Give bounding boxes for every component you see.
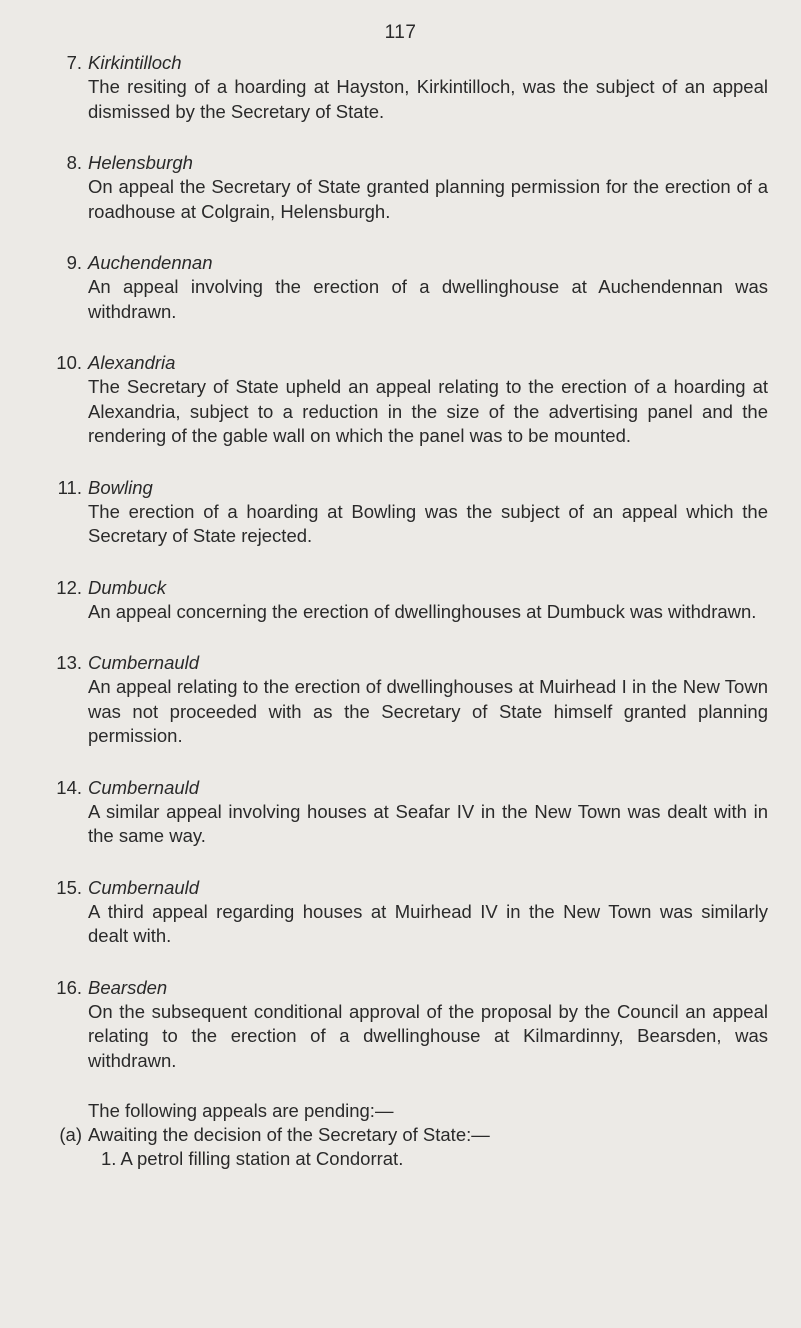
- entry-number: 8.: [66, 152, 82, 173]
- appeal-entry: [48, 250, 768, 324]
- entry-location-heading: Bowling: [88, 476, 153, 498]
- appeal-entry: [48, 150, 768, 224]
- pending-group-label: (a): [59, 1124, 82, 1145]
- entry-text: On the subsequent conditional approval of the proposal by the Council an appeal relating to the erection of a dwellinghouse at Kilmardinny, Bearsden, was withdrawn.: [88, 1000, 768, 1071]
- appeal-entry: [48, 975, 768, 1074]
- entry-location-heading: Auchendennan: [88, 252, 213, 273]
- entry-location-heading: Bearsden: [88, 976, 168, 998]
- entry-text: An appeal relating to the erection of dwellinghouses at Muirhead I in the New Town was not proceeded with as the Secretary of State himself granted planning permission.: [88, 676, 768, 746]
- entry-number: 16.: [56, 976, 82, 998]
- appeal-entry: [48, 575, 768, 625]
- entry-text: An appeal concerning the erection of dwellinghouses at Dumbuck was withdrawn.: [88, 600, 757, 622]
- entry-text: A similar appeal involving houses at Seafar IV in the New Town was dealt with in the same way.: [88, 800, 768, 846]
- entry-location-heading: Cumbernauld: [88, 776, 200, 798]
- appeal-entry: [48, 875, 768, 949]
- pending-intro: The following appeals are pending:—: [88, 1100, 394, 1121]
- entry-location-heading: Helensburgh: [88, 152, 193, 173]
- entry-text: The resiting of a hoarding at Hayston, Kirkintilloch, was the subject of an appeal dismissed by the Secretary of State.: [88, 76, 768, 122]
- entry-number: 10.: [56, 352, 82, 373]
- entry-location-heading: Dumbuck: [88, 576, 167, 598]
- entry-location-heading: Alexandria: [88, 352, 176, 373]
- entry-number: 14.: [56, 776, 82, 798]
- appeal-entry: [48, 650, 768, 749]
- entry-number: 11.: [57, 476, 82, 498]
- entry-text: The erection of a hoarding at Bowling was the subject of an appeal which the Secretary of State rejected.: [88, 500, 768, 546]
- pending-item: 1. A petrol filling station at Condorrat.: [101, 1148, 404, 1169]
- appeal-entry: [48, 475, 768, 549]
- pending-group-heading: Awaiting the decision of the Secretary of State:—: [88, 1124, 490, 1145]
- entry-number: 15.: [56, 876, 82, 898]
- entry-location-heading: Cumbernauld: [88, 876, 200, 898]
- entry-text: A third appeal regarding houses at Muirhead IV in the New Town was similarly dealt with.: [88, 900, 768, 946]
- pending-appeals-section: [48, 1099, 768, 1171]
- appeal-entry: [48, 50, 768, 124]
- page-number: 117: [384, 22, 417, 43]
- entry-number: 9.: [66, 252, 82, 273]
- entry-number: 13.: [56, 652, 82, 673]
- entry-number: 7.: [66, 52, 82, 73]
- appeal-entry: [48, 350, 768, 449]
- entry-location-heading: Kirkintilloch: [88, 52, 182, 73]
- pending-group: [48, 1123, 768, 1147]
- entry-number: 12.: [56, 576, 82, 598]
- entry-text: On appeal the Secretary of State granted planning permission for the erection of a roadhouse at Colgrain, Helensburgh.: [88, 176, 768, 222]
- appeals-list: [48, 50, 768, 1171]
- entry-location-heading: Cumbernauld: [88, 652, 200, 673]
- appeal-entry: [48, 775, 768, 849]
- entry-text: An appeal involving the erection of a dwellinghouse at Auchendennan was withdrawn.: [88, 276, 768, 322]
- entry-text: The Secretary of State upheld an appeal relating to the erection of a hoarding at Alexandria, subject to a reduction in the size of the advertising panel and the rendering of the gable wall on which the panel was to be mounted.: [88, 376, 768, 446]
